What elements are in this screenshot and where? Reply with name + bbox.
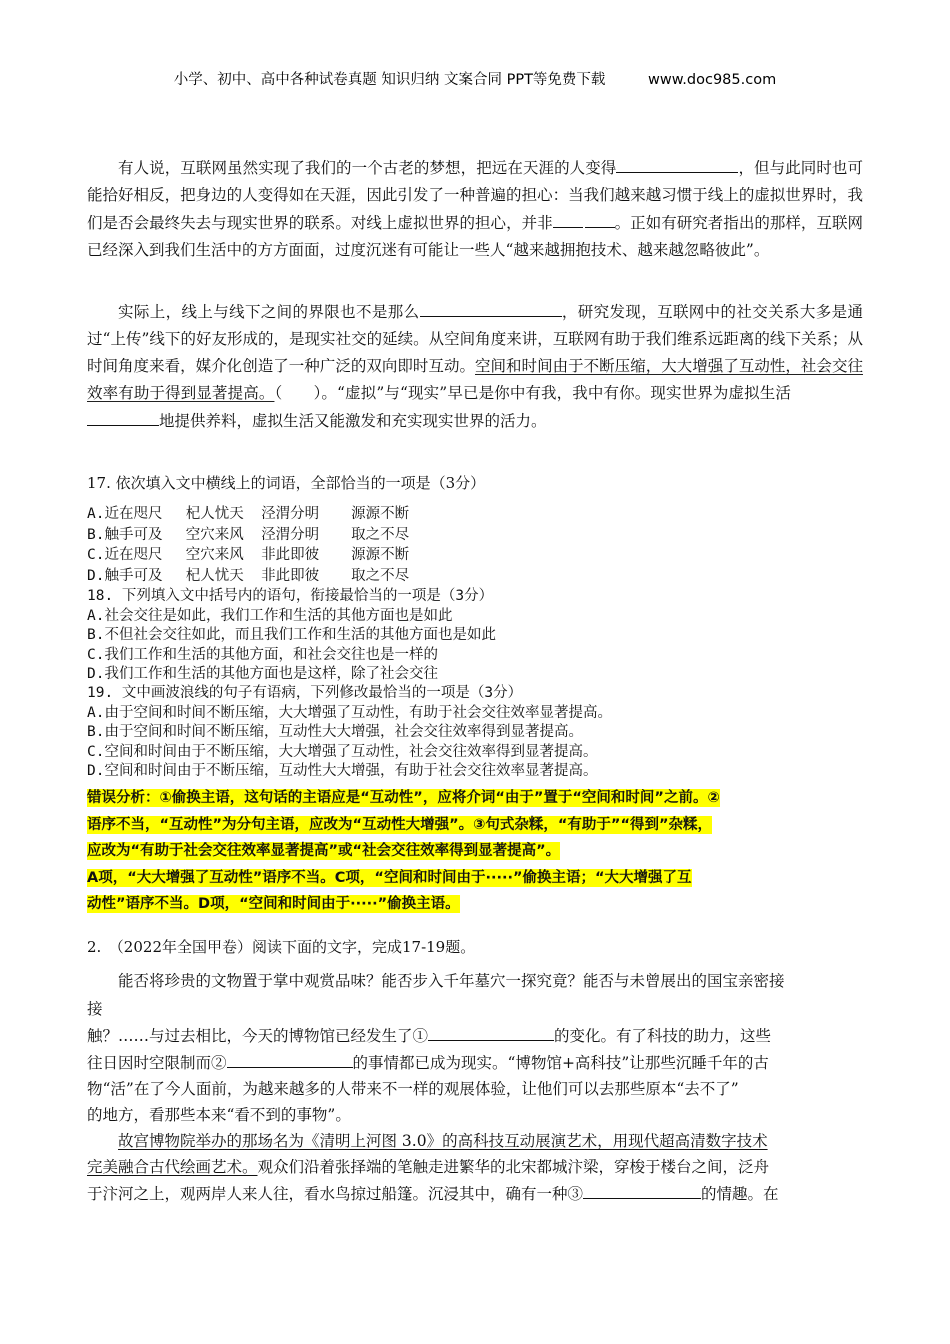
header-text: 小学、初中、高中各种试卷真题 知识归纳 文案合同 PPT等免费下载 [173,72,606,88]
page-header [0,68,950,89]
analysis-line: 错误分析：①偷换主语，这句话的主语应是“互动性”，应将介词“由于”置于“空间和时间”之前。② [87,790,720,806]
q17-option: D.触手可及 杞人忧天 非此即彼 取之不尽 [87,567,410,584]
blank-1 [616,154,738,173]
q19-option: A.由于空间和时间不断压缩，大大增强了互动性，有助于社会交往效率显著提高。 [87,704,612,721]
q19-option: D.空间和时间由于不断压缩，互动性大大增强，有助于社会交往效率显著提高。 [87,763,598,779]
q17-option: C.近在咫尺 空穴来风 非此即彼 源源不断 [87,547,410,563]
passage1-paragraph2: 实际上，线上与线下之间的界限也不是那么 ，研究发现，互联网中的社交关系大多是通过“上传”线下的好友形成的，是现实社交的延续。从空间角度来讲，互联网有助于我们维系远距离的线下关系；从时间角度来看，媒介化创造了一种广泛的双向即时互动。空间和时间由于不断压缩，大大增强了互动性，社会交往效率有助于得到显著提高。（ ）。“虚拟”与“现实”早已是你中有我，我中有你。现实世界为虚拟生活地提供养料，虚拟生活又能激发和充实现实世界的活力。 [87,298,863,435]
blank-s2-1 [428,1022,554,1041]
q18-option: D.我们工作和生活的其他方面也是这样，除了社会交往 [87,666,438,682]
q17-option: A.近在咫尺 杞人忧天 泾渭分明 源源不断 [87,506,410,522]
q18-option: B.不但社会交往如此，而且我们工作和生活的其他方面也是如此 [87,627,496,643]
blank-3 [420,298,562,317]
section2-paragraph2: 故宫博物院举办的那场名为《清明上河图 3.0》的高科技互动展演艺术，用现代超高清数字技术 完美融合古代绘画艺术。观众们沿着张择端的笔触走进繁华的北宋都城汴梁，穿梭于楼台之间，泛舟 于汴河之上，观两岸人来人往，看水鸟掠过船篷。沉浸其中，确有一种③ 的情趣。在 [87,1132,779,1203]
q18-title: 18. 下列填入文中括号内的语句，衔接最恰当的一项是（3分） [87,588,494,604]
analysis-line: 语序不当，“互动性”为分句主语，应改为“互动性大增强”。③句式杂糅，“有助于”“得到”杂糅， [87,816,713,833]
analysis-line: 应改为“有助于社会交往效率显著提高”或“社会交往效率得到显著提高”。 [87,843,561,859]
blank-2 [553,209,583,228]
underlined-sentence-cont: 完美融合古代绘画艺术。 [87,1158,258,1176]
q19-title: 19. 文中画波浪线的句子有语病，下列修改最恰当的一项是（3分） [87,685,523,701]
blank-4 [87,407,159,426]
blank-s2-2 [227,1049,353,1068]
analysis-line: 动性”语序不当。D项，“空间和时间由于·····”偷换主语。 [87,896,460,912]
underlined-sentence: 故宫博物院举办的那场名为《清明上河图 3.0》的高科技互动展演艺术，用现代超高清数字技术 [118,1132,768,1150]
section2-paragraph1: 能否将珍贵的文物置于掌中观赏品味？能否步入千年墓穴一探究竟？能否与未曾展出的国宝亲密接 接 触？……与过去相比，今天的博物馆已经发生了① 的变化。有了科技的助力，这些 往日因时空限制而② 的事情都已成为现实。“博物馆+高科技”让那些沉睡千年的古 物“活”在了今人面前，为越来越多的人带来不一样的观展体验，让他们可以去那些原本“去不了” 的地方，看那些本来“看不到的事物”。 [87,972,785,1124]
blank-2b [585,209,615,228]
q19-option: B.由于空间和时间不断压缩，互动性大大增强，社会交往效率得到显著提高。 [87,724,583,740]
q18-option: A.社会交往是如此，我们工作和生活的其他方面也是如此 [87,607,453,624]
q19-block [87,684,867,782]
section2-heading: 2. （2022年全国甲卷）阅读下面的文字，完成17-19题。 [87,938,476,956]
error-analysis [87,785,867,918]
q17-options [87,505,867,586]
header-site[interactable]: www.doc985.com [648,72,777,88]
q18-option: C.我们工作和生活的其他方面，和社会交往也是一样的 [87,646,438,663]
q17-title: 17. 依次填入文中横线上的词语，全部恰当的一项是（3分） [87,474,486,492]
analysis-line: A项，“大大增强了互动性”语序不当。C项，“空间和时间由于·····”偷换主语；“大大增强了互 [87,869,692,886]
q18-block [87,587,867,685]
passage1-paragraph1: 有人说，互联网虽然实现了我们的一个古老的梦想，把远在天涯的人变得 ，但与此同时也可能拾好相反，把身边的人变得如在天涯，因此引发了一种普遍的担心：当我们越来越习惯于线上的虚拟世界时，我们是否会最终失去与现实世界的联系。对线上虚拟世界的担心，并非 。正如有研究者指出的那样，互联网已经深入到我们生活中的方方面面，过度沉迷有可能让一些人“越来越拥抱技术、越来越忽略彼此”。 [87,154,863,264]
wavy-sentence: 空间和时间由于不断压缩，大大增强了互动性，社会交往效率有助于得到显著提高。 [87,357,863,402]
blank-s2-3 [583,1180,701,1199]
q17-option: B.触手可及 空穴来风 泾渭分明 取之不尽 [87,526,410,543]
q19-option: C.空间和时间由于不断压缩，大大增强了互动性，社会交往效率得到显著提高。 [87,743,598,760]
